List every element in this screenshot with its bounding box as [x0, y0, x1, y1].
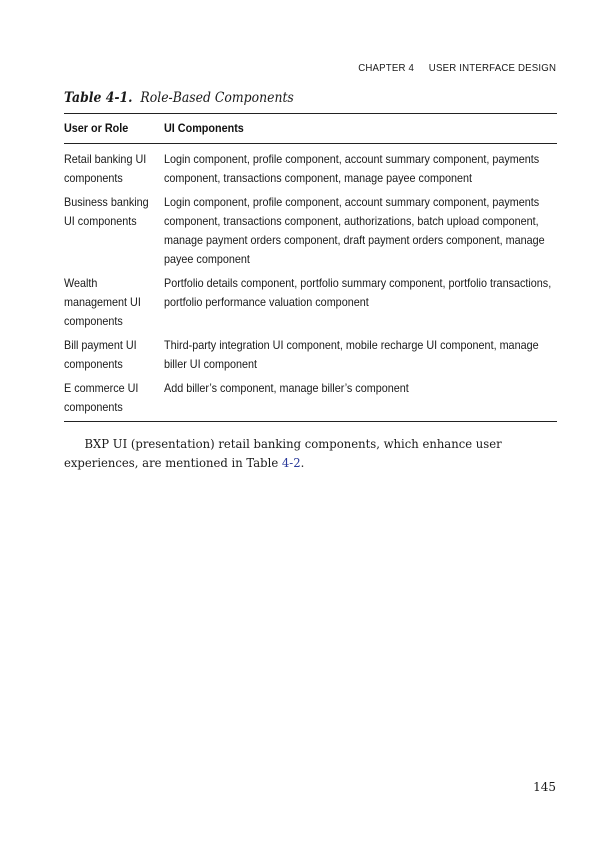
- components-cell: Portfolio details component, portfolio summary component, portfolio transactions, portfolio performance valuation component: [164, 276, 552, 309]
- table-row: [64, 144, 557, 191]
- table-row: [64, 376, 557, 422]
- table-row: [64, 333, 557, 376]
- role-cell: Wealth management UI components: [64, 276, 141, 328]
- page-number: 145: [533, 780, 556, 794]
- components-cell: Third-party integration UI component, mobile recharge UI component, manage biller UI component: [164, 338, 539, 371]
- role-cell: E commerce UI components: [64, 376, 164, 422]
- table-caption-number: Table 4-1.: [64, 90, 133, 106]
- table-cross-reference-link[interactable]: 4-2: [281, 455, 301, 470]
- role-components-table: [64, 113, 557, 422]
- column-header-role: User or Role: [64, 114, 164, 144]
- components-cell: Login component, profile component, account summary component, payments component, transactions component, manage payee component: [164, 152, 540, 185]
- table-row: [64, 271, 557, 333]
- role-cell: Bill payment UI components: [64, 338, 137, 371]
- table-header-row: [64, 114, 557, 144]
- chapter-title: USER INTERFACE DESIGN: [428, 62, 556, 74]
- body-paragraph: [64, 434, 557, 472]
- running-head: [358, 62, 556, 74]
- table-caption-title: Role-Based Components: [140, 90, 294, 106]
- body-text-before: BXP UI (presentation) retail banking components, which enhance user experiences, are mentioned in Table: [64, 436, 502, 470]
- table-row: [64, 190, 557, 271]
- body-text-after: .: [300, 455, 305, 470]
- role-cell: Retail banking UI components: [64, 152, 147, 185]
- chapter-label: CHAPTER 4: [358, 62, 414, 74]
- role-cell: Business banking UI components: [64, 195, 149, 228]
- components-cell: Login component, profile component, account summary component, payments component, transactions component, authorizations, batch upload component, manage payment orders component, draft payment orders component, manage payee component: [164, 195, 545, 266]
- components-cell: Add biller’s component, manage biller’s component: [164, 376, 557, 422]
- table-caption: [64, 90, 294, 106]
- column-header-components: UI Components: [164, 114, 557, 144]
